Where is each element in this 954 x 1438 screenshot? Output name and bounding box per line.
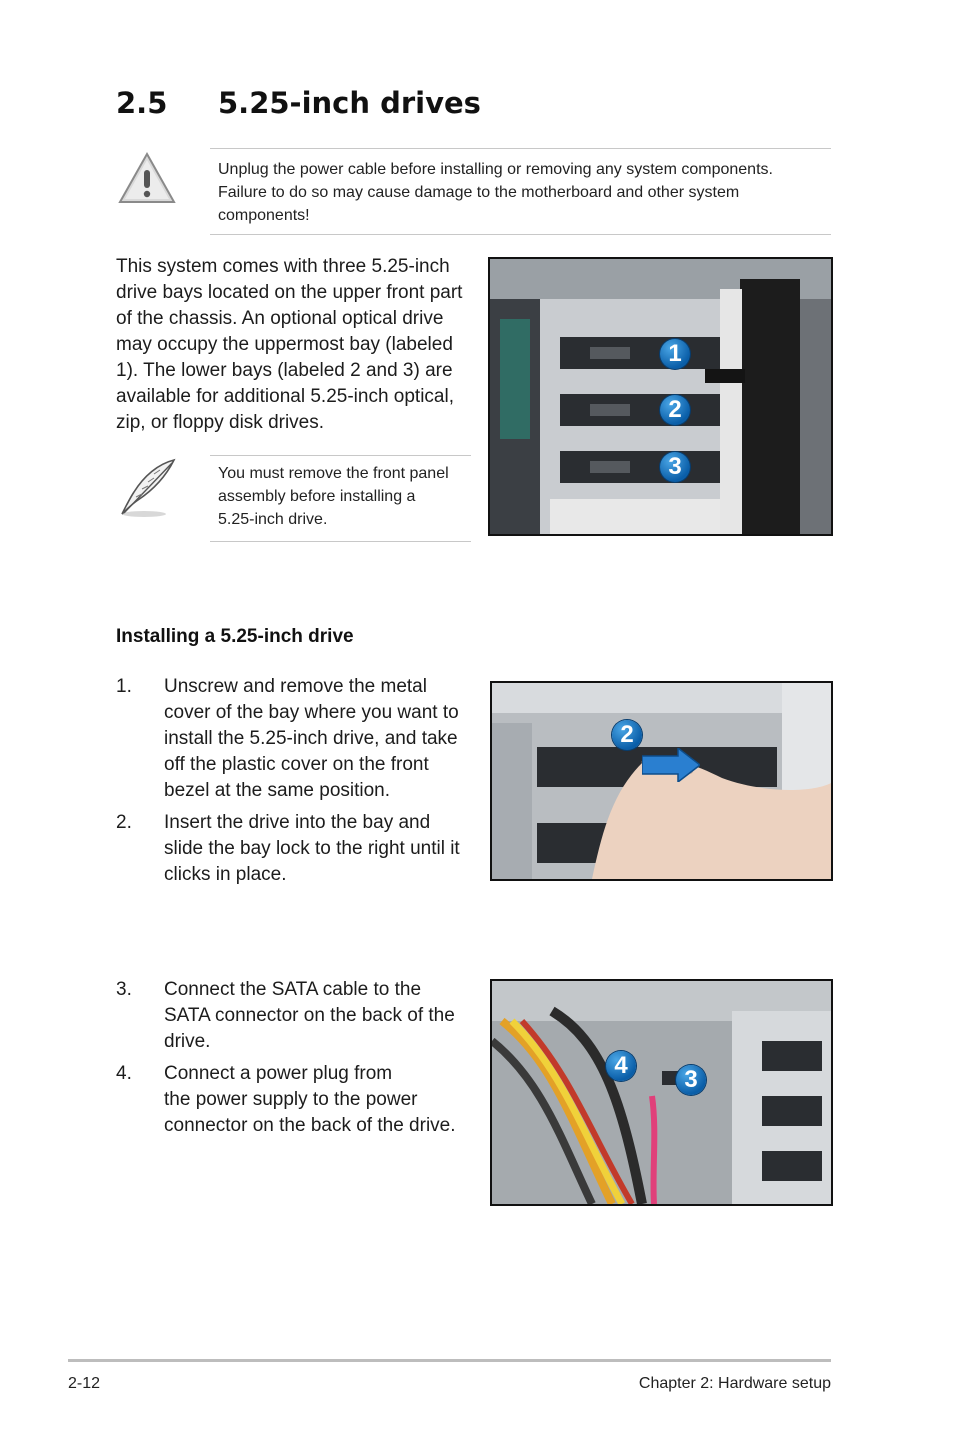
intro-paragraph bbox=[116, 254, 476, 436]
step-line: bezel at the same position. bbox=[164, 780, 391, 801]
note-bottom-rule bbox=[210, 541, 471, 542]
step-label-2: 2 bbox=[612, 720, 642, 750]
step-1 bbox=[116, 674, 476, 804]
step-line: cover of the bay where you want to bbox=[164, 702, 459, 723]
intro-line: zip, or floppy disk drives. bbox=[116, 412, 325, 433]
intro-line: This system comes with three 5.25-inch bbox=[116, 256, 450, 277]
page-number: 2-12 bbox=[68, 1375, 101, 1392]
step-line: SATA connector on the back of the bbox=[164, 1005, 455, 1026]
feather-pen-icon bbox=[114, 456, 180, 522]
step-line: Connect a power plug from bbox=[164, 1063, 393, 1084]
note-line: 5.25-inch drive. bbox=[218, 511, 328, 528]
note-top-rule bbox=[210, 455, 471, 456]
step-line: Unscrew and remove the metal bbox=[164, 676, 427, 697]
intro-line: may occupy the uppermost bay (labeled bbox=[116, 334, 453, 355]
chapter-label: Chapter 2: Hardware setup bbox=[638, 1375, 831, 1392]
bay-label-3: 3 bbox=[660, 452, 690, 482]
section-heading bbox=[116, 86, 481, 120]
note-line: You must remove the front panel bbox=[218, 465, 449, 482]
warning-bottom-rule bbox=[210, 234, 831, 235]
bay-lock-photo bbox=[490, 681, 833, 881]
step-line: off the plastic cover on the front bbox=[164, 754, 429, 775]
drive-bays-photo bbox=[488, 257, 833, 536]
warning-line: Unplug the power cable before installing or removing any system components. bbox=[218, 161, 773, 178]
warning-line: Failure to do so may cause damage to the motherboard and other system bbox=[218, 184, 740, 201]
step-line: Insert the drive into the bay and bbox=[164, 812, 431, 833]
note-line: assembly before installing a bbox=[218, 488, 416, 505]
step-number: 4. bbox=[116, 1063, 132, 1084]
step-label-3: 3 bbox=[676, 1065, 706, 1095]
step-line: the power supply to the power bbox=[164, 1089, 418, 1110]
warning-line: components! bbox=[218, 207, 310, 224]
intro-line: drive bays located on the upper front part bbox=[116, 282, 463, 303]
note-text bbox=[218, 462, 472, 531]
step-4 bbox=[116, 1061, 476, 1141]
step-line: drive. bbox=[164, 1031, 211, 1052]
step-number: 2. bbox=[116, 812, 132, 833]
intro-line: of the chassis. An optional optical drive bbox=[116, 308, 444, 329]
cable-connection-photo bbox=[490, 979, 833, 1206]
footer-rule bbox=[68, 1359, 831, 1362]
intro-line: 1). The lower bays (labeled 2 and 3) are bbox=[116, 360, 453, 381]
section-title: 5.25-inch drives bbox=[218, 86, 481, 120]
step-line: connector on the back of the drive. bbox=[164, 1115, 456, 1136]
warning-text bbox=[218, 158, 830, 227]
step-2 bbox=[116, 810, 476, 890]
step-3 bbox=[116, 977, 476, 1057]
section-number: 2.5 bbox=[116, 86, 168, 120]
step-line: Connect the SATA cable to the bbox=[164, 979, 422, 1000]
step-label-4: 4 bbox=[606, 1051, 636, 1081]
bay-label-1: 1 bbox=[660, 339, 690, 369]
step-number: 3. bbox=[116, 979, 132, 1000]
warning-triangle-icon bbox=[116, 148, 178, 208]
step-line: slide the bay lock to the right until it bbox=[164, 838, 460, 859]
bay-label-2: 2 bbox=[660, 395, 690, 425]
step-line: install the 5.25-inch drive, and take bbox=[164, 728, 458, 749]
step-number: 1. bbox=[116, 676, 132, 697]
intro-line: available for additional 5.25-inch optical, bbox=[116, 386, 454, 407]
step-line: clicks in place. bbox=[164, 864, 287, 885]
slide-right-arrow-icon bbox=[642, 748, 700, 782]
warning-top-rule bbox=[210, 148, 831, 149]
procedure-title: Installing a 5.25-inch drive bbox=[116, 626, 354, 647]
